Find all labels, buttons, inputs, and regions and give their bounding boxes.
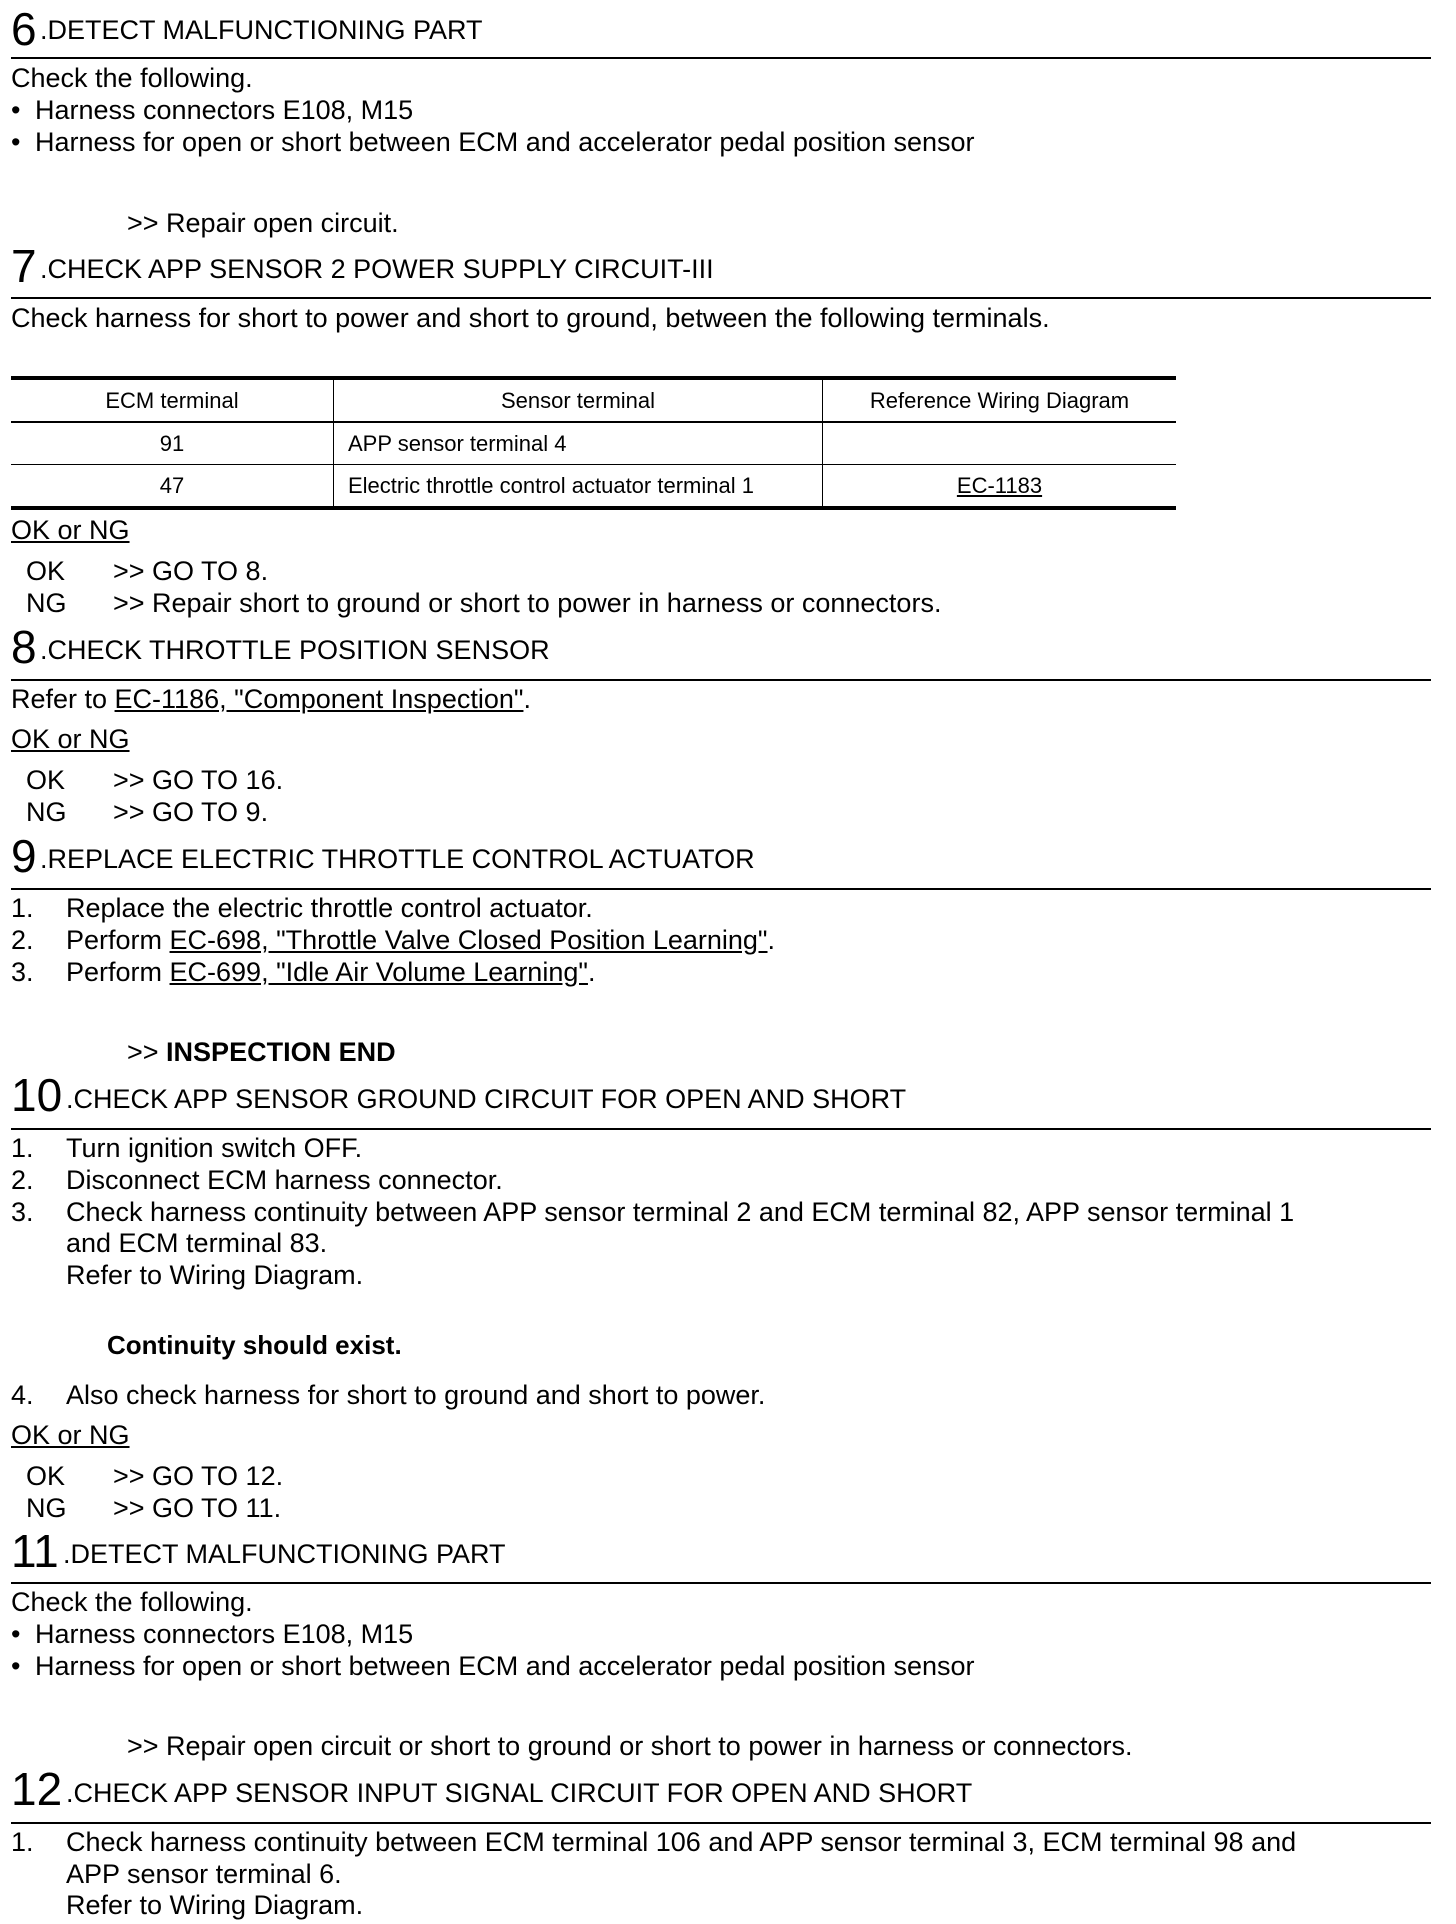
result-text: >> GO TO 12. <box>113 1461 284 1491</box>
refer-text: Refer to <box>11 684 115 714</box>
table-cell <box>823 422 1177 465</box>
result-key: OK <box>26 556 66 586</box>
result-key: NG <box>26 588 67 618</box>
step-title: .CHECK APP SENSOR INPUT SIGNAL CIRCUIT FOR OPEN AND SHORT <box>66 1778 973 1808</box>
ok-or-ng-label: OK or NG <box>11 515 130 545</box>
numbered-item <box>11 1164 503 1196</box>
bullet-icon: • <box>11 1619 21 1649</box>
result-ok <box>11 1460 283 1492</box>
step-number: 11 <box>11 1525 59 1577</box>
reply-text: >> Repair open circuit. <box>127 208 399 238</box>
wiring-diagram-link[interactable]: EC-1183 <box>956 472 1043 498</box>
item-text-cont: APP sensor terminal 6. <box>66 1859 342 1889</box>
bullet-icon: • <box>11 127 21 157</box>
step-title: .CHECK APP SENSOR 2 POWER SUPPLY CIRCUIT-III <box>40 254 714 284</box>
result-ok <box>11 555 268 587</box>
table-cell: Electric throttle control actuator terminal 1 <box>334 465 823 509</box>
table-cell: APP sensor terminal 4 <box>334 422 823 465</box>
bullet-item <box>11 126 975 158</box>
item-text-cont: and ECM terminal 83. <box>66 1228 328 1258</box>
intro-text: Check the following. <box>11 63 253 93</box>
item-number: 1. <box>11 893 34 923</box>
reply-text: >> Repair open circuit or short to ground or short to power in harness or connectors. <box>127 1731 1133 1761</box>
step-number: 6 <box>11 3 37 55</box>
numbered-item <box>11 1379 765 1411</box>
header-cell: Reference Wiring Diagram <box>823 378 1177 422</box>
item-text-cont: Refer to Wiring Diagram. <box>66 1260 364 1290</box>
intro-text: Check harness for short to power and short to ground, between the following terminals. <box>11 303 1050 333</box>
bullet-item <box>11 1618 413 1650</box>
step-number: 9 <box>11 830 37 882</box>
idle-air-learning-link[interactable]: EC-699, "Idle Air Volume Learning" <box>169 957 588 987</box>
step-6-header <box>11 0 1431 59</box>
table-header-row <box>11 378 1176 422</box>
ok-or-ng-label: OK or NG <box>11 1420 130 1450</box>
step-number: 8 <box>11 621 37 673</box>
step-number: 10 <box>11 1069 63 1121</box>
result-key: OK <box>26 765 66 795</box>
continuity-note: Continuity should exist. <box>107 1330 402 1360</box>
item-text: Turn ignition switch OFF. <box>66 1133 363 1163</box>
reply-prefix: >> <box>127 1037 167 1067</box>
step-7-header <box>11 237 1431 299</box>
table-cell: 47 <box>11 465 334 509</box>
step-10-header <box>11 1066 1431 1130</box>
result-text: >> GO TO 8. <box>113 556 269 586</box>
result-key: NG <box>26 1493 67 1523</box>
item-number: 1. <box>11 1133 34 1163</box>
step-11-header <box>11 1522 1431 1584</box>
result-ok <box>11 764 283 796</box>
table-row <box>11 422 1176 465</box>
throttle-learning-link[interactable]: EC-698, "Throttle Valve Closed Position Learning" <box>169 925 768 955</box>
step-9-header <box>11 827 1431 890</box>
step-title: .CHECK APP SENSOR GROUND CIRCUIT FOR OPEN AND SHORT <box>66 1084 907 1114</box>
bullet-item <box>11 1650 975 1682</box>
item-text: Check harness continuity between ECM terminal 106 and APP sensor terminal 3, ECM terminal 98 and <box>66 1827 1297 1857</box>
bullet-icon: • <box>11 95 21 125</box>
ok-or-ng-label: OK or NG <box>11 724 130 754</box>
numbered-item <box>11 1826 1296 1858</box>
punct: . <box>587 957 596 987</box>
numbered-item <box>11 924 775 956</box>
inspection-end-label: INSPECTION END <box>166 1037 396 1067</box>
component-inspection-link[interactable]: EC-1186, "Component Inspection" <box>114 684 524 714</box>
item-number: 4. <box>11 1380 34 1410</box>
header-cell: ECM terminal <box>11 378 334 422</box>
table-cell: 91 <box>11 422 334 465</box>
step-number: 7 <box>11 240 37 292</box>
terminal-table <box>11 376 1176 510</box>
result-text: >> GO TO 9. <box>113 797 269 827</box>
item-number: 3. <box>11 1197 34 1227</box>
header-cell: Sensor terminal <box>334 378 823 422</box>
item-text: Check harness continuity between APP sensor terminal 2 and ECM terminal 82, APP sensor terminal 1 <box>66 1197 1295 1227</box>
item-text: Also check harness for short to ground and short to power. <box>66 1380 766 1410</box>
numbered-item <box>11 956 595 988</box>
bullet-icon: • <box>11 1651 21 1681</box>
refer-line <box>11 683 531 715</box>
step-title: .DETECT MALFUNCTIONING PART <box>63 1539 506 1569</box>
step-title: .REPLACE ELECTRIC THROTTLE CONTROL ACTUATOR <box>40 844 755 874</box>
bullet-text: Harness for open or short between ECM and accelerator pedal position sensor <box>35 127 975 157</box>
item-number: 3. <box>11 957 34 987</box>
bullet-text: Harness connectors E108, M15 <box>35 95 414 125</box>
item-number: 2. <box>11 1165 34 1195</box>
step-number: 12 <box>11 1763 63 1815</box>
numbered-item <box>11 1132 362 1164</box>
reply-text <box>127 1036 396 1068</box>
numbered-item <box>11 892 593 924</box>
result-ng <box>11 587 941 619</box>
result-text: >> GO TO 11. <box>113 1493 282 1523</box>
bullet-item <box>11 94 413 126</box>
punct: . <box>767 925 776 955</box>
item-text: Perform <box>66 925 170 955</box>
item-text: Perform <box>66 957 170 987</box>
result-text: >> GO TO 16. <box>113 765 284 795</box>
table-row <box>11 465 1176 509</box>
step-8-header <box>11 618 1431 681</box>
result-ng <box>11 796 268 828</box>
item-text-cont: Refer to Wiring Diagram. <box>66 1890 364 1920</box>
result-key: OK <box>26 1461 66 1491</box>
step-title: .DETECT MALFUNCTIONING PART <box>40 15 483 45</box>
step-title: .CHECK THROTTLE POSITION SENSOR <box>40 635 550 665</box>
result-key: NG <box>26 797 67 827</box>
item-number: 2. <box>11 925 34 955</box>
step-12-header <box>11 1760 1431 1824</box>
bullet-text: Harness connectors E108, M15 <box>35 1619 414 1649</box>
item-number: 1. <box>11 1827 34 1857</box>
table-cell <box>823 465 1177 509</box>
result-ng <box>11 1492 281 1524</box>
numbered-item <box>11 1196 1294 1228</box>
item-text: Replace the electric throttle control actuator. <box>66 893 593 923</box>
item-text: Disconnect ECM harness connector. <box>66 1165 503 1195</box>
result-text: >> Repair short to ground or short to power in harness or connectors. <box>113 588 942 618</box>
punct: . <box>523 684 531 714</box>
bullet-text: Harness for open or short between ECM and accelerator pedal position sensor <box>35 1651 975 1681</box>
intro-text: Check the following. <box>11 1587 253 1617</box>
